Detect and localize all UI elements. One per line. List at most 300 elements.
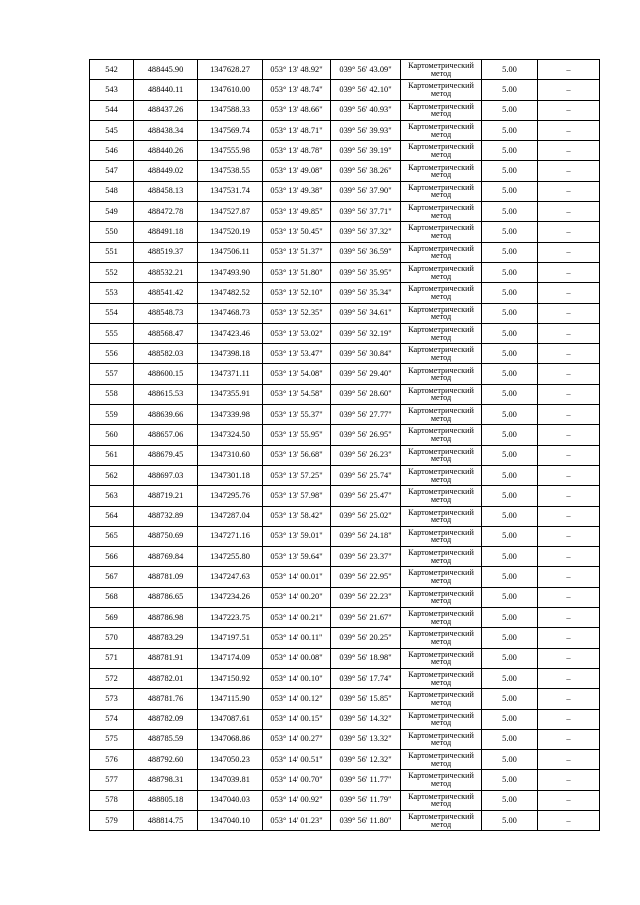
y-coordinate-cell: 1347150.92 xyxy=(198,668,263,688)
longitude-cell: 039° 56' 25.47" xyxy=(331,486,401,506)
table-row xyxy=(90,141,600,161)
longitude-cell: 039° 56' 22.23" xyxy=(331,587,401,607)
y-coordinate-cell: 1347569.74 xyxy=(198,120,263,140)
y-coordinate-cell: 1347115.90 xyxy=(198,689,263,709)
longitude-cell: 039° 56' 22.95" xyxy=(331,567,401,587)
description-cell: – xyxy=(538,648,600,668)
description-cell: – xyxy=(538,668,600,688)
x-coordinate-cell: 488732.89 xyxy=(134,506,198,526)
description-cell: – xyxy=(538,222,600,242)
x-coordinate-cell: 488769.84 xyxy=(134,547,198,567)
y-coordinate-cell: 1347371.11 xyxy=(198,364,263,384)
latitude-cell: 053° 14' 00.51" xyxy=(263,750,331,770)
table-row xyxy=(90,303,600,323)
point-number-cell: 555 xyxy=(90,323,134,343)
description-cell: – xyxy=(538,628,600,648)
accuracy-cell: 5.00 xyxy=(482,384,538,404)
latitude-cell: 053° 13' 59.64" xyxy=(263,547,331,567)
description-cell: – xyxy=(538,729,600,749)
point-number-cell: 578 xyxy=(90,790,134,810)
table-row xyxy=(90,648,600,668)
description-cell: – xyxy=(538,344,600,364)
method-cell: Картометрический метод xyxy=(401,222,482,242)
accuracy-cell: 5.00 xyxy=(482,80,538,100)
method-cell: Картометрический метод xyxy=(401,547,482,567)
accuracy-cell: 5.00 xyxy=(482,567,538,587)
longitude-cell: 039° 56' 28.60" xyxy=(331,384,401,404)
x-coordinate-cell: 488786.65 xyxy=(134,587,198,607)
longitude-cell: 039° 56' 11.79" xyxy=(331,790,401,810)
accuracy-cell: 5.00 xyxy=(482,344,538,364)
y-coordinate-cell: 1347610.00 xyxy=(198,80,263,100)
point-number-cell: 574 xyxy=(90,709,134,729)
accuracy-cell: 5.00 xyxy=(482,445,538,465)
x-coordinate-cell: 488582.03 xyxy=(134,344,198,364)
y-coordinate-cell: 1347040.10 xyxy=(198,810,263,830)
y-coordinate-cell: 1347223.75 xyxy=(198,608,263,628)
accuracy-cell: 5.00 xyxy=(482,364,538,384)
method-cell: Картометрический метод xyxy=(401,486,482,506)
method-cell: Картометрический метод xyxy=(401,790,482,810)
method-cell: Картометрический метод xyxy=(401,445,482,465)
latitude-cell: 053° 13' 48.78" xyxy=(263,141,331,161)
y-coordinate-cell: 1347039.81 xyxy=(198,770,263,790)
table-row xyxy=(90,323,600,343)
description-cell: – xyxy=(538,709,600,729)
accuracy-cell: 5.00 xyxy=(482,323,538,343)
method-cell: Картометрический метод xyxy=(401,506,482,526)
latitude-cell: 053° 14' 00.08" xyxy=(263,648,331,668)
method-cell: Картометрический метод xyxy=(401,364,482,384)
latitude-cell: 053° 13' 56.68" xyxy=(263,445,331,465)
table-row xyxy=(90,465,600,485)
latitude-cell: 053° 13' 49.85" xyxy=(263,202,331,222)
latitude-cell: 053° 14' 00.92" xyxy=(263,790,331,810)
x-coordinate-cell: 488541.42 xyxy=(134,283,198,303)
longitude-cell: 039° 56' 42.10" xyxy=(331,80,401,100)
accuracy-cell: 5.00 xyxy=(482,262,538,282)
table-row xyxy=(90,689,600,709)
table-row xyxy=(90,506,600,526)
longitude-cell: 039° 56' 14.32" xyxy=(331,709,401,729)
accuracy-cell: 5.00 xyxy=(482,141,538,161)
point-number-cell: 556 xyxy=(90,344,134,364)
table-row xyxy=(90,668,600,688)
y-coordinate-cell: 1347050.23 xyxy=(198,750,263,770)
accuracy-cell: 5.00 xyxy=(482,750,538,770)
accuracy-cell: 5.00 xyxy=(482,465,538,485)
longitude-cell: 039° 56' 43.09" xyxy=(331,60,401,80)
latitude-cell: 053° 13' 48.66" xyxy=(263,100,331,120)
method-cell: Картометрический метод xyxy=(401,202,482,222)
latitude-cell: 053° 14' 00.20" xyxy=(263,587,331,607)
point-number-cell: 552 xyxy=(90,262,134,282)
longitude-cell: 039° 56' 21.67" xyxy=(331,608,401,628)
point-number-cell: 572 xyxy=(90,668,134,688)
x-coordinate-cell: 488750.69 xyxy=(134,526,198,546)
table-row xyxy=(90,405,600,425)
point-number-cell: 544 xyxy=(90,100,134,120)
description-cell: – xyxy=(538,262,600,282)
table-row xyxy=(90,445,600,465)
method-cell: Картометрический метод xyxy=(401,120,482,140)
y-coordinate-cell: 1347506.11 xyxy=(198,242,263,262)
accuracy-cell: 5.00 xyxy=(482,628,538,648)
latitude-cell: 053° 14' 00.21" xyxy=(263,608,331,628)
description-cell: – xyxy=(538,567,600,587)
description-cell: – xyxy=(538,181,600,201)
method-cell: Картометрический метод xyxy=(401,242,482,262)
table-row xyxy=(90,283,600,303)
accuracy-cell: 5.00 xyxy=(482,810,538,830)
point-number-cell: 563 xyxy=(90,486,134,506)
longitude-cell: 039° 56' 11.80" xyxy=(331,810,401,830)
method-cell: Картометрический метод xyxy=(401,750,482,770)
x-coordinate-cell: 488548.73 xyxy=(134,303,198,323)
table-row xyxy=(90,384,600,404)
table-row xyxy=(90,547,600,567)
description-cell: – xyxy=(538,608,600,628)
latitude-cell: 053° 13' 48.92" xyxy=(263,60,331,80)
y-coordinate-cell: 1347287.04 xyxy=(198,506,263,526)
point-number-cell: 546 xyxy=(90,141,134,161)
point-number-cell: 566 xyxy=(90,547,134,567)
y-coordinate-cell: 1347423.46 xyxy=(198,323,263,343)
table-row xyxy=(90,709,600,729)
y-coordinate-cell: 1347538.55 xyxy=(198,161,263,181)
longitude-cell: 039° 56' 37.71" xyxy=(331,202,401,222)
latitude-cell: 053° 13' 51.37" xyxy=(263,242,331,262)
method-cell: Картометрический метод xyxy=(401,729,482,749)
longitude-cell: 039° 56' 30.84" xyxy=(331,344,401,364)
longitude-cell: 039° 56' 25.74" xyxy=(331,465,401,485)
point-number-cell: 549 xyxy=(90,202,134,222)
longitude-cell: 039° 56' 36.59" xyxy=(331,242,401,262)
table-row xyxy=(90,608,600,628)
method-cell: Картометрический метод xyxy=(401,689,482,709)
y-coordinate-cell: 1347087.61 xyxy=(198,709,263,729)
description-cell: – xyxy=(538,465,600,485)
description-cell: – xyxy=(538,547,600,567)
longitude-cell: 039° 56' 12.32" xyxy=(331,750,401,770)
y-coordinate-cell: 1347355.91 xyxy=(198,384,263,404)
method-cell: Картометрический метод xyxy=(401,60,482,80)
accuracy-cell: 5.00 xyxy=(482,202,538,222)
method-cell: Картометрический метод xyxy=(401,80,482,100)
coordinates-table-body xyxy=(90,60,600,831)
x-coordinate-cell: 488781.76 xyxy=(134,689,198,709)
longitude-cell: 039° 56' 18.98" xyxy=(331,648,401,668)
x-coordinate-cell: 488782.01 xyxy=(134,668,198,688)
method-cell: Картометрический метод xyxy=(401,283,482,303)
description-cell: – xyxy=(538,384,600,404)
latitude-cell: 053° 13' 57.25" xyxy=(263,465,331,485)
accuracy-cell: 5.00 xyxy=(482,547,538,567)
latitude-cell: 053° 13' 53.47" xyxy=(263,344,331,364)
accuracy-cell: 5.00 xyxy=(482,100,538,120)
description-cell: – xyxy=(538,750,600,770)
method-cell: Картометрический метод xyxy=(401,648,482,668)
description-cell: – xyxy=(538,80,600,100)
y-coordinate-cell: 1347174.09 xyxy=(198,648,263,668)
accuracy-cell: 5.00 xyxy=(482,120,538,140)
latitude-cell: 053° 13' 55.95" xyxy=(263,425,331,445)
latitude-cell: 053° 13' 51.80" xyxy=(263,262,331,282)
method-cell: Картометрический метод xyxy=(401,668,482,688)
x-coordinate-cell: 488440.11 xyxy=(134,80,198,100)
description-cell: – xyxy=(538,60,600,80)
x-coordinate-cell: 488679.45 xyxy=(134,445,198,465)
x-coordinate-cell: 488519.37 xyxy=(134,242,198,262)
point-number-cell: 553 xyxy=(90,283,134,303)
point-number-cell: 543 xyxy=(90,80,134,100)
table-row xyxy=(90,181,600,201)
point-number-cell: 542 xyxy=(90,60,134,80)
y-coordinate-cell: 1347527.87 xyxy=(198,202,263,222)
y-coordinate-cell: 1347482.52 xyxy=(198,283,263,303)
description-cell: – xyxy=(538,141,600,161)
point-number-cell: 570 xyxy=(90,628,134,648)
latitude-cell: 053° 14' 00.12" xyxy=(263,689,331,709)
method-cell: Картометрический метод xyxy=(401,384,482,404)
point-number-cell: 565 xyxy=(90,526,134,546)
x-coordinate-cell: 488798.31 xyxy=(134,770,198,790)
y-coordinate-cell: 1347555.98 xyxy=(198,141,263,161)
latitude-cell: 053° 13' 49.08" xyxy=(263,161,331,181)
point-number-cell: 576 xyxy=(90,750,134,770)
method-cell: Картометрический метод xyxy=(401,141,482,161)
table-row xyxy=(90,526,600,546)
method-cell: Картометрический метод xyxy=(401,303,482,323)
x-coordinate-cell: 488472.78 xyxy=(134,202,198,222)
accuracy-cell: 5.00 xyxy=(482,668,538,688)
table-row xyxy=(90,100,600,120)
accuracy-cell: 5.00 xyxy=(482,587,538,607)
accuracy-cell: 5.00 xyxy=(482,405,538,425)
description-cell: – xyxy=(538,283,600,303)
latitude-cell: 053° 14' 01.23" xyxy=(263,810,331,830)
table-row xyxy=(90,222,600,242)
longitude-cell: 039° 56' 26.23" xyxy=(331,445,401,465)
point-number-cell: 551 xyxy=(90,242,134,262)
table-row xyxy=(90,790,600,810)
y-coordinate-cell: 1347068.86 xyxy=(198,729,263,749)
point-number-cell: 558 xyxy=(90,384,134,404)
x-coordinate-cell: 488792.60 xyxy=(134,750,198,770)
method-cell: Картометрический метод xyxy=(401,405,482,425)
latitude-cell: 053° 13' 48.74" xyxy=(263,80,331,100)
point-number-cell: 569 xyxy=(90,608,134,628)
longitude-cell: 039° 56' 15.85" xyxy=(331,689,401,709)
coordinates-table xyxy=(89,59,600,831)
x-coordinate-cell: 488440.26 xyxy=(134,141,198,161)
table-row xyxy=(90,80,600,100)
table-row xyxy=(90,729,600,749)
latitude-cell: 053° 13' 55.37" xyxy=(263,405,331,425)
accuracy-cell: 5.00 xyxy=(482,242,538,262)
longitude-cell: 039° 56' 32.19" xyxy=(331,323,401,343)
latitude-cell: 053° 13' 50.45" xyxy=(263,222,331,242)
table-row xyxy=(90,344,600,364)
description-cell: – xyxy=(538,486,600,506)
description-cell: – xyxy=(538,445,600,465)
point-number-cell: 577 xyxy=(90,770,134,790)
point-number-cell: 564 xyxy=(90,506,134,526)
latitude-cell: 053° 13' 57.98" xyxy=(263,486,331,506)
longitude-cell: 039° 56' 25.02" xyxy=(331,506,401,526)
description-cell: – xyxy=(538,120,600,140)
table-row xyxy=(90,364,600,384)
x-coordinate-cell: 488814.75 xyxy=(134,810,198,830)
point-number-cell: 548 xyxy=(90,181,134,201)
longitude-cell: 039° 56' 39.93" xyxy=(331,120,401,140)
x-coordinate-cell: 488805.18 xyxy=(134,790,198,810)
point-number-cell: 575 xyxy=(90,729,134,749)
table-row xyxy=(90,486,600,506)
y-coordinate-cell: 1347310.60 xyxy=(198,445,263,465)
description-cell: – xyxy=(538,100,600,120)
point-number-cell: 562 xyxy=(90,465,134,485)
y-coordinate-cell: 1347271.16 xyxy=(198,526,263,546)
accuracy-cell: 5.00 xyxy=(482,506,538,526)
method-cell: Картометрический метод xyxy=(401,770,482,790)
method-cell: Картометрический метод xyxy=(401,323,482,343)
y-coordinate-cell: 1347295.76 xyxy=(198,486,263,506)
y-coordinate-cell: 1347339.98 xyxy=(198,405,263,425)
longitude-cell: 039° 56' 23.37" xyxy=(331,547,401,567)
latitude-cell: 053° 14' 00.15" xyxy=(263,709,331,729)
accuracy-cell: 5.00 xyxy=(482,161,538,181)
x-coordinate-cell: 488785.59 xyxy=(134,729,198,749)
accuracy-cell: 5.00 xyxy=(482,303,538,323)
latitude-cell: 053° 13' 54.08" xyxy=(263,364,331,384)
method-cell: Картометрический метод xyxy=(401,567,482,587)
longitude-cell: 039° 56' 13.32" xyxy=(331,729,401,749)
description-cell: – xyxy=(538,689,600,709)
description-cell: – xyxy=(538,405,600,425)
description-cell: – xyxy=(538,161,600,181)
accuracy-cell: 5.00 xyxy=(482,283,538,303)
description-cell: – xyxy=(538,810,600,830)
method-cell: Картометрический метод xyxy=(401,810,482,830)
y-coordinate-cell: 1347628.27 xyxy=(198,60,263,80)
longitude-cell: 039° 56' 35.95" xyxy=(331,262,401,282)
point-number-cell: 550 xyxy=(90,222,134,242)
longitude-cell: 039° 56' 17.74" xyxy=(331,668,401,688)
point-number-cell: 545 xyxy=(90,120,134,140)
latitude-cell: 053° 14' 00.11" xyxy=(263,628,331,648)
table-row xyxy=(90,120,600,140)
accuracy-cell: 5.00 xyxy=(482,608,538,628)
accuracy-cell: 5.00 xyxy=(482,222,538,242)
x-coordinate-cell: 488532.21 xyxy=(134,262,198,282)
y-coordinate-cell: 1347255.80 xyxy=(198,547,263,567)
longitude-cell: 039° 56' 11.77" xyxy=(331,770,401,790)
longitude-cell: 039° 56' 38.26" xyxy=(331,161,401,181)
latitude-cell: 053° 13' 58.42" xyxy=(263,506,331,526)
table-row xyxy=(90,750,600,770)
method-cell: Картометрический метод xyxy=(401,161,482,181)
x-coordinate-cell: 488568.47 xyxy=(134,323,198,343)
table-row xyxy=(90,262,600,282)
description-cell: – xyxy=(538,526,600,546)
description-cell: – xyxy=(538,202,600,222)
x-coordinate-cell: 488437.26 xyxy=(134,100,198,120)
x-coordinate-cell: 488438.34 xyxy=(134,120,198,140)
description-cell: – xyxy=(538,425,600,445)
longitude-cell: 039° 56' 37.90" xyxy=(331,181,401,201)
latitude-cell: 053° 14' 00.27" xyxy=(263,729,331,749)
x-coordinate-cell: 488491.18 xyxy=(134,222,198,242)
x-coordinate-cell: 488719.21 xyxy=(134,486,198,506)
latitude-cell: 053° 14' 00.10" xyxy=(263,668,331,688)
point-number-cell: 561 xyxy=(90,445,134,465)
table-row xyxy=(90,587,600,607)
y-coordinate-cell: 1347531.74 xyxy=(198,181,263,201)
x-coordinate-cell: 488697.03 xyxy=(134,465,198,485)
x-coordinate-cell: 488449.02 xyxy=(134,161,198,181)
x-coordinate-cell: 488781.09 xyxy=(134,567,198,587)
longitude-cell: 039° 56' 24.18" xyxy=(331,526,401,546)
y-coordinate-cell: 1347398.18 xyxy=(198,344,263,364)
method-cell: Картометрический метод xyxy=(401,587,482,607)
y-coordinate-cell: 1347247.63 xyxy=(198,567,263,587)
description-cell: – xyxy=(538,303,600,323)
method-cell: Картометрический метод xyxy=(401,608,482,628)
longitude-cell: 039° 56' 27.77" xyxy=(331,405,401,425)
y-coordinate-cell: 1347588.33 xyxy=(198,100,263,120)
accuracy-cell: 5.00 xyxy=(482,770,538,790)
method-cell: Картометрический метод xyxy=(401,344,482,364)
accuracy-cell: 5.00 xyxy=(482,526,538,546)
accuracy-cell: 5.00 xyxy=(482,181,538,201)
point-number-cell: 547 xyxy=(90,161,134,181)
method-cell: Картометрический метод xyxy=(401,526,482,546)
accuracy-cell: 5.00 xyxy=(482,648,538,668)
y-coordinate-cell: 1347520.19 xyxy=(198,222,263,242)
latitude-cell: 053° 13' 48.71" xyxy=(263,120,331,140)
x-coordinate-cell: 488639.66 xyxy=(134,405,198,425)
y-coordinate-cell: 1347493.90 xyxy=(198,262,263,282)
point-number-cell: 567 xyxy=(90,567,134,587)
y-coordinate-cell: 1347197.51 xyxy=(198,628,263,648)
y-coordinate-cell: 1347324.50 xyxy=(198,425,263,445)
x-coordinate-cell: 488657.06 xyxy=(134,425,198,445)
point-number-cell: 560 xyxy=(90,425,134,445)
table-row xyxy=(90,242,600,262)
table-row xyxy=(90,202,600,222)
table-row xyxy=(90,628,600,648)
x-coordinate-cell: 488781.91 xyxy=(134,648,198,668)
longitude-cell: 039° 56' 26.95" xyxy=(331,425,401,445)
point-number-cell: 568 xyxy=(90,587,134,607)
method-cell: Картометрический метод xyxy=(401,100,482,120)
point-number-cell: 557 xyxy=(90,364,134,384)
longitude-cell: 039° 56' 20.25" xyxy=(331,628,401,648)
point-number-cell: 573 xyxy=(90,689,134,709)
x-coordinate-cell: 488600.15 xyxy=(134,364,198,384)
latitude-cell: 053° 13' 54.58" xyxy=(263,384,331,404)
x-coordinate-cell: 488458.13 xyxy=(134,181,198,201)
y-coordinate-cell: 1347234.26 xyxy=(198,587,263,607)
point-number-cell: 571 xyxy=(90,648,134,668)
y-coordinate-cell: 1347301.18 xyxy=(198,465,263,485)
x-coordinate-cell: 488445.90 xyxy=(134,60,198,80)
y-coordinate-cell: 1347040.03 xyxy=(198,790,263,810)
longitude-cell: 039° 56' 34.61" xyxy=(331,303,401,323)
point-number-cell: 579 xyxy=(90,810,134,830)
table-row xyxy=(90,810,600,830)
